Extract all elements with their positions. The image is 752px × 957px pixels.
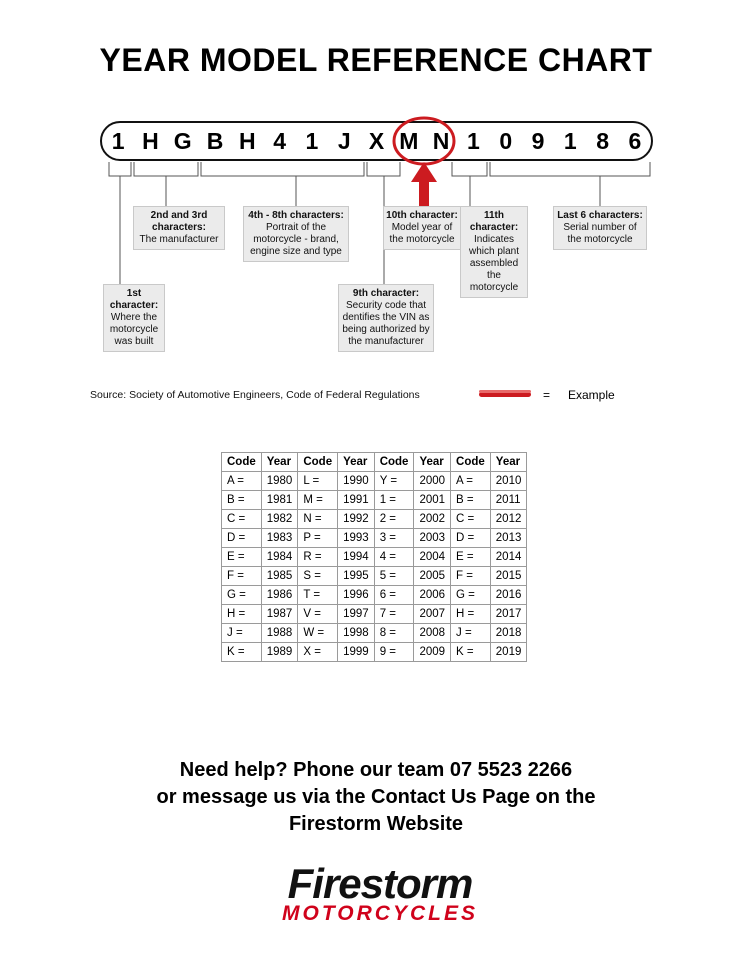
callout-last-6-head: Last 6 characters:	[557, 210, 643, 221]
cell-year: 1997	[338, 605, 375, 624]
cell-year: 2009	[414, 643, 451, 662]
cell-code: K =	[222, 643, 262, 662]
vin-char: 8	[596, 128, 609, 154]
cell-year: 1989	[261, 643, 298, 662]
vin-char: 4	[273, 128, 287, 154]
legend-dash	[479, 390, 531, 397]
legend-example-label: Example	[568, 388, 615, 402]
callout-1st-character	[103, 284, 165, 352]
vin-number-box	[100, 121, 653, 161]
cell-code: X =	[298, 643, 338, 662]
cell-year: 1985	[261, 567, 298, 586]
logo-brand-text: Firestorm	[287, 860, 473, 907]
cell-year: 1999	[338, 643, 375, 662]
callout-9th-head: 9th character:	[352, 288, 420, 299]
cell-year: 2005	[414, 567, 451, 586]
vin-char: 6	[628, 128, 642, 154]
column-header: Code	[451, 453, 491, 472]
column-header: Code	[374, 453, 414, 472]
cell-code: L =	[298, 472, 338, 491]
cell-code: N =	[298, 510, 338, 529]
vin-char: 1	[563, 128, 577, 154]
cell-code: J =	[451, 624, 491, 643]
cell-year: 2013	[490, 529, 527, 548]
callout-10th-body: Model year of the motorcycle	[389, 222, 455, 245]
cell-code: G =	[451, 586, 491, 605]
footer-line-3: Firestorm Website	[288, 813, 464, 835]
cell-code: G =	[222, 586, 262, 605]
cell-year: 2019	[490, 643, 527, 662]
vin-char: J	[337, 128, 351, 154]
cell-year: 2010	[490, 472, 527, 491]
cell-year: 1992	[338, 510, 375, 529]
cell-code: 8 =	[374, 624, 414, 643]
table-row	[222, 472, 527, 491]
cell-year: 2006	[414, 586, 451, 605]
cell-code: E =	[451, 548, 491, 567]
vin-highlight-arrow	[411, 162, 437, 208]
vin-char: 0	[499, 128, 513, 154]
cell-code: S =	[298, 567, 338, 586]
table-row	[222, 548, 527, 567]
cell-year: 2011	[490, 491, 527, 510]
cell-code: C =	[222, 510, 262, 529]
vin-char: 1	[467, 128, 480, 154]
cell-code: 9 =	[374, 643, 414, 662]
vin-char: X	[368, 128, 385, 154]
cell-code: D =	[451, 529, 491, 548]
callout-10th-head: 10th character:	[386, 210, 458, 221]
callout-1st-character-body: Where the motorcycle was built	[109, 312, 159, 347]
table-row	[222, 643, 527, 662]
cell-year: 2000	[414, 472, 451, 491]
callout-2nd-3rd-head: 2nd and 3rd characters:	[150, 210, 208, 233]
cell-code: 3 =	[374, 529, 414, 548]
cell-year: 2015	[490, 567, 527, 586]
table-row	[222, 605, 527, 624]
cell-year: 1983	[261, 529, 298, 548]
cell-code: 6 =	[374, 586, 414, 605]
cell-code: 5 =	[374, 567, 414, 586]
cell-code: D =	[222, 529, 262, 548]
contact-footer	[0, 757, 752, 838]
table-row-highlighted	[222, 491, 527, 510]
cell-year: 2008	[414, 624, 451, 643]
cell-code: J =	[222, 624, 262, 643]
cell-year: 1980	[261, 472, 298, 491]
vin-char: H	[142, 128, 159, 154]
cell-year: 1996	[338, 586, 375, 605]
vin-char: 1	[305, 128, 319, 154]
callout-4th-8th-characters	[243, 206, 349, 262]
cell-code: 1 =	[374, 491, 414, 510]
cell-year: 1984	[261, 548, 298, 567]
vin-char-highlighted: M	[399, 128, 419, 154]
footer-line-1: Need help? Phone our team 07 5523 2266	[179, 759, 573, 781]
vin-char: H	[239, 128, 256, 154]
column-header: Year	[338, 453, 375, 472]
callout-2nd-3rd-body: The manufacturer	[139, 234, 219, 245]
cell-code-highlighted: M =	[298, 491, 338, 510]
table-header-row	[222, 453, 527, 472]
page-title: YEAR MODEL REFERENCE CHART	[99, 42, 653, 78]
table-row	[222, 586, 527, 605]
column-header: Year	[414, 453, 451, 472]
cell-code: F =	[222, 567, 262, 586]
vin-char: 9	[531, 128, 545, 154]
callout-11th-body: Indicates which plant assembled the motorcycle	[468, 234, 520, 293]
callout-last-6-characters	[553, 206, 647, 250]
cell-year: 1982	[261, 510, 298, 529]
year-code-table	[221, 452, 527, 662]
cell-code: B =	[222, 491, 262, 510]
cell-year: 1994	[338, 548, 375, 567]
column-header: Code	[222, 453, 262, 472]
callout-9th-body: Security code that dentifies the VIN as being authorized by the manufacturer	[342, 300, 430, 347]
cell-year: 2001	[414, 491, 451, 510]
cell-code: H =	[451, 605, 491, 624]
cell-year: 2004	[414, 548, 451, 567]
legend-equals-sign: =	[543, 388, 551, 402]
callout-2nd-3rd-characters	[133, 206, 225, 250]
column-header: Year	[490, 453, 527, 472]
table-row	[222, 529, 527, 548]
cell-year: 1993	[338, 529, 375, 548]
callout-11th-character	[460, 206, 528, 298]
cell-year: 1987	[261, 605, 298, 624]
cell-code: V =	[298, 605, 338, 624]
cell-code: F =	[451, 567, 491, 586]
logo-subtitle-text: MOTORCYCLES	[282, 902, 478, 925]
cell-code: A =	[451, 472, 491, 491]
cell-code: T =	[298, 586, 338, 605]
cell-year: 2002	[414, 510, 451, 529]
table-row	[222, 624, 527, 643]
cell-year: 2007	[414, 605, 451, 624]
cell-code: C =	[451, 510, 491, 529]
cell-year: 2017	[490, 605, 527, 624]
cell-year: 2016	[490, 586, 527, 605]
callout-9th-character	[338, 284, 434, 352]
table-row	[222, 567, 527, 586]
cell-code: H =	[222, 605, 262, 624]
cell-code: R =	[298, 548, 338, 567]
callout-10th-character	[383, 206, 461, 250]
column-header: Code	[298, 453, 338, 472]
cell-year: 1988	[261, 624, 298, 643]
cell-code: E =	[222, 548, 262, 567]
cell-year: 2018	[490, 624, 527, 643]
cell-year: 1990	[338, 472, 375, 491]
cell-code: W =	[298, 624, 338, 643]
cell-year: 1995	[338, 567, 375, 586]
vin-char: N	[432, 128, 450, 154]
cell-code: P =	[298, 529, 338, 548]
cell-year: 1986	[261, 586, 298, 605]
callout-last-6-body: Serial number of the motorcycle	[563, 222, 637, 245]
callout-4th-8th-body: Portrait of the motorcycle - brand, engine size and type	[250, 222, 342, 257]
cell-code: A =	[222, 472, 262, 491]
cell-code: B =	[451, 491, 491, 510]
cell-year: 2012	[490, 510, 527, 529]
cell-code: Y =	[374, 472, 414, 491]
vin-char: 1	[111, 128, 125, 154]
firestorm-logo	[200, 860, 560, 930]
cell-code: 2 =	[374, 510, 414, 529]
cell-code: 4 =	[374, 548, 414, 567]
vin-char: B	[206, 128, 224, 154]
footer-line-2: or message us via the Contact Us Page on the	[156, 786, 596, 808]
cell-code: 7 =	[374, 605, 414, 624]
cell-year: 2003	[414, 529, 451, 548]
callout-1st-character-head: 1st character:	[109, 288, 159, 311]
callout-4th-8th-head: 4th - 8th characters:	[248, 210, 344, 221]
callout-11th-head: 11th character:	[469, 210, 519, 233]
table-row	[222, 510, 527, 529]
cell-year: 2014	[490, 548, 527, 567]
cell-year-highlighted: 1991	[338, 491, 375, 510]
cell-year: 1981	[261, 491, 298, 510]
cell-year: 1998	[338, 624, 375, 643]
vin-char: G	[173, 128, 192, 154]
column-header: Year	[261, 453, 298, 472]
cell-code: K =	[451, 643, 491, 662]
source-note: Source: Society of Automotive Engineers, Code of Federal Regulations	[90, 389, 420, 401]
